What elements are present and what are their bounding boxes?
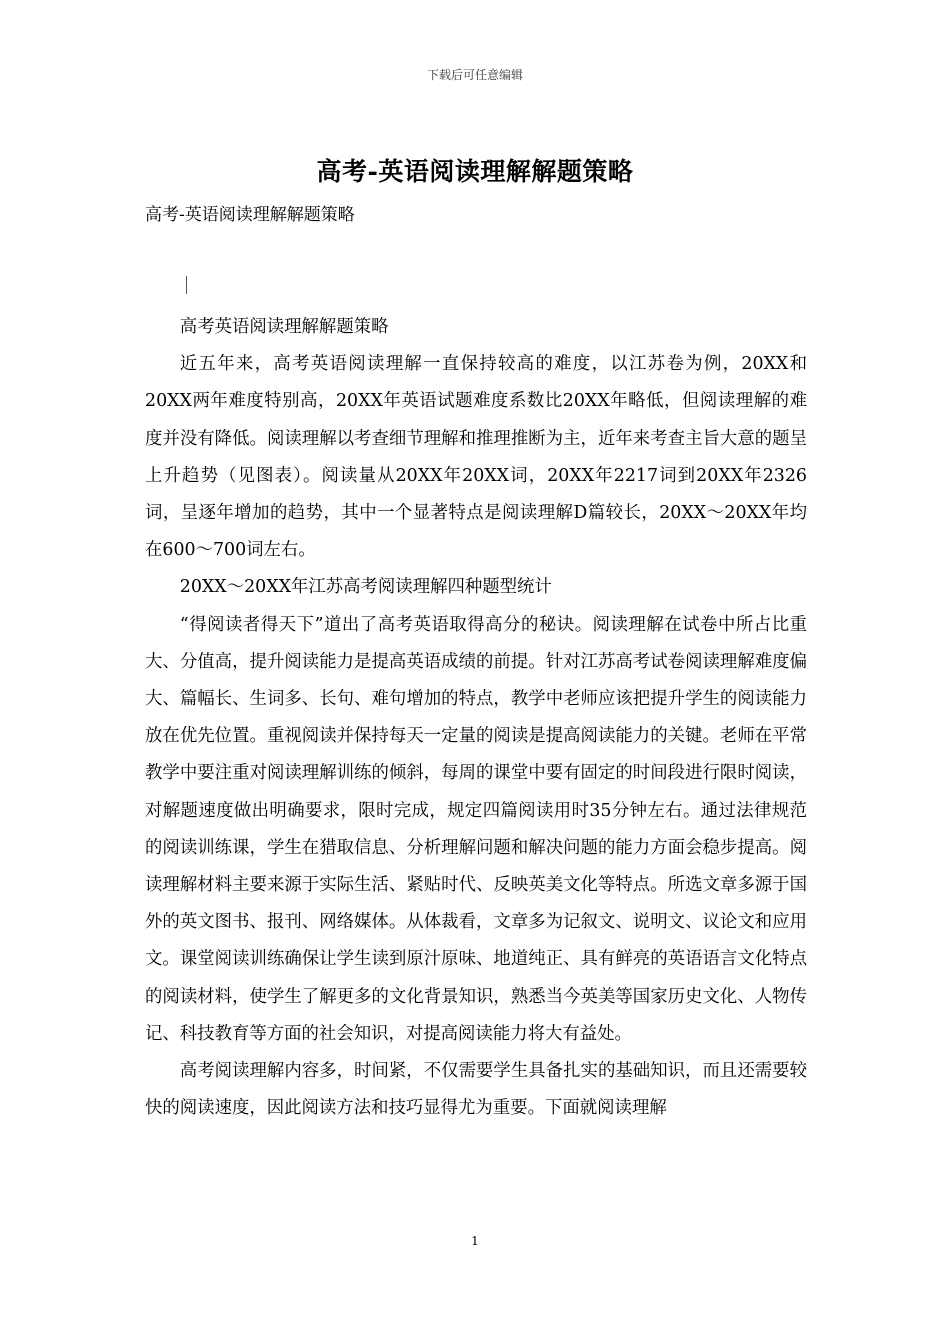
paragraph: 高考阅读理解内容多，时间紧，不仅需要学生具备扎实的基础知识，而且还需要较快的阅读速度，因此阅读方法和技巧显得尤为重要。下面就阅读理解: [145, 1061, 807, 1119]
document-subtitle: 高考-英语阅读理解解题策略: [145, 205, 355, 225]
section-heading: 高考英语阅读理解解题策略: [179, 317, 389, 337]
document-title: 高考-英语阅读理解解题策略: [316, 157, 634, 186]
header-note: 下载后可任意编辑: [426, 68, 523, 82]
text-cursor-mark: [186, 276, 187, 294]
document-body: [145, 309, 807, 1127]
paragraph: “得阅读者得天下”道出了高考英语取得高分的秘诀。阅读理解在试卷中所占比重大、分值高，提升阅读能力是提高英语成绩的前提。针对江苏高考试卷阅读理解难度偏大、篇幅长、生词多、长句、难句增加的特点，教学中老师应该把提升学生的阅读能力放在优先位置。重视阅读并保持每天一定量的阅读是提高阅读能力的关键。老师在平常教学中要注重对阅读理解训练的倾斜，每周的课堂中要有固定的时间段进行限时阅读，对解题速度做出明确要求，限时完成，规定四篇阅读用时35分钟左右。通过法律规范的阅读训练课，学生在猎取信息、分析理解问题和解决问题的能力方面会稳步提高。阅读理解材料主要来源于实际生活、紧贴时代、反映英美文化等特点。所选文章多源于国外的英文图书、报刊、网络媒体。从体裁看，文章多为记叙文、说明文、议论文和应用文。课堂阅读训练确保让学生读到原汁原味、地道纯正、具有鲜亮的英语语言文化特点的阅读材料，使学生了解更多的文化背景知识，熟悉当今英美等国家历史文化、人物传记、科技教育等方面的社会知识，对提高阅读能力将大有益处。: [145, 614, 807, 1044]
paragraph: 近五年来，高考英语阅读理解一直保持较高的难度，以江苏卷为例，20XX和20XX两年难度特别高，20XX年英语试题难度系数比20XX年略低，但阅读理解的难度并没有降低。阅读理解以考查细节理解和推理推断为主，近年来考查主旨大意的题呈上升趋势（见图表）。阅读量从20XX年20XX词，20XX年2217词到20XX年2326词，呈逐年增加的趋势，其中一个显著特点是阅读理解D篇较长，20XX～20XX年均在600～700词左右。: [145, 354, 807, 561]
page-number: 1: [471, 1234, 479, 1248]
table-caption: 20XX～20XX年江苏高考阅读理解四种题型统计: [179, 577, 552, 598]
